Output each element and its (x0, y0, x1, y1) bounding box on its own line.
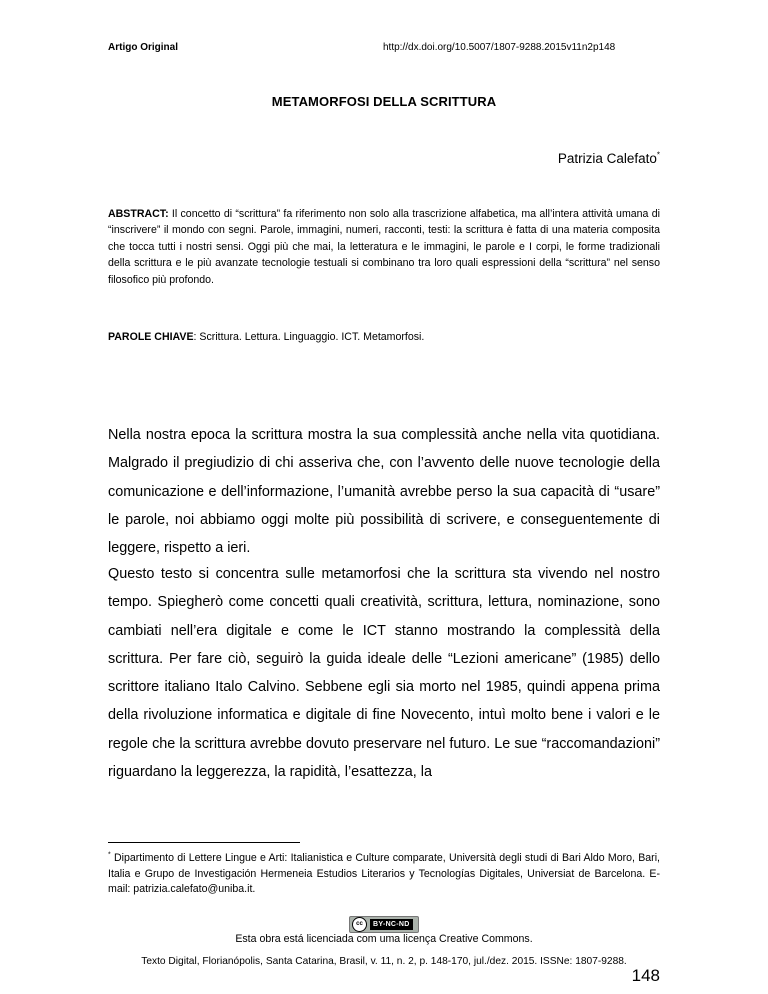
keywords-text: : Scrittura. Lettura. Linguaggio. ICT. Metamorfosi. (193, 331, 425, 343)
page-number: 148 (631, 966, 660, 985)
footnote-divider (108, 842, 300, 843)
author-footnote-mark[interactable]: * (656, 150, 660, 160)
footnote (108, 851, 660, 898)
article-title: METAMORFOSI DELLA SCRITTURA (271, 94, 497, 109)
journal-citation: Texto Digital, Florianópolis, Santa Catarina, Brasil, v. 11, n. 2, p. 148-170, jul./dez. 2015. ISSNe: 1807-9288. (141, 956, 627, 967)
keywords-label: PAROLE CHIAVE (108, 331, 194, 343)
body-paragraph-1: Nella nostra epoca la scrittura mostra la sua complessità anche nella vita quotidiana. Malgrado il pregiudizio di chi asseriva che, con l’avvento delle nuove tecnologie della comunicazione e dell’informazione, l’umanità avrebbe perso la sua capacità di “usare” le parole, noi abbiamo oggi molte più possibilità di scrivere, e conseguentemente di leggere, rispetto a ieri. (108, 427, 660, 557)
abstract-label: ABSTRACT: (108, 208, 169, 220)
author-line (558, 151, 660, 166)
cc-icon: cc (352, 917, 367, 932)
author-name: Patrizia Calefato (557, 151, 657, 166)
abstract (108, 206, 660, 288)
body-paragraph-2: Questo testo si concentra sulle metamorfosi che la scrittura sta vivendo nel nostro tempo. Spiegherò come concetti quali creatività, scrittura, lettura, nominazione, sono cambiati nell’era digitale e come le ICT stanno mostrando la complessità della scrittura. Per fare ciò, seguirò la guida ideale delle “Lezioni americane” (1985) dello scrittore italiano Italo Calvino. Sebbene egli sia morto nel 1985, quindi appena prima della rivoluzione informatica e digitale di fine Novecento, intuì molto bene i valori e le regole che la scrittura avrebbe dovuto preservare nel futuro. Le sue “raccomandazioni” riguardano la leggerezza, la rapidità, l’esattezza, la (108, 566, 660, 781)
footnote-mark: * (108, 851, 111, 859)
abstract-text: Il concetto di “scrittura” fa riferimento non solo alla trascrizione alfabetica, ma all’intera attività umana di “inscrivere” il mondo con segni. Parole, immagini, numeri, racconti, testi: la scrittura è fatta di una materia composita che tocca tutti i nostri sensi. Oggi più che mai, la letteratura e le immagini, le parole e I corpi, le forme tradizionali della scrittura e le più avanzate tecnologie testuali si combinano tra loro quali espressioni della “scrittura” nel senso filosofico più profondo. (108, 208, 660, 286)
section-label: Artigo Original (108, 42, 178, 53)
keywords (108, 331, 660, 343)
license-notice: Esta obra está licenciada com uma licença Creative Commons. (235, 933, 533, 945)
cc-license-type: BY-NC-ND (370, 919, 413, 930)
footnote-text: Dipartimento di Lettere Lingue e Arti: Italianistica e Culture comparate, Università degli studi di Bari Aldo Moro, Bari, Italia e Grupo de Investigación Hermeneia Estudios Literarios y Tecnologías Digitales, Universiat de Barcelona. E-mail: patrizia.calefato@uniba.it. (108, 852, 660, 896)
doi-link[interactable]: http://dx.doi.org/10.5007/1807-9288.2015v11n2p148 (383, 42, 616, 53)
creative-commons-badge[interactable] (349, 916, 419, 933)
